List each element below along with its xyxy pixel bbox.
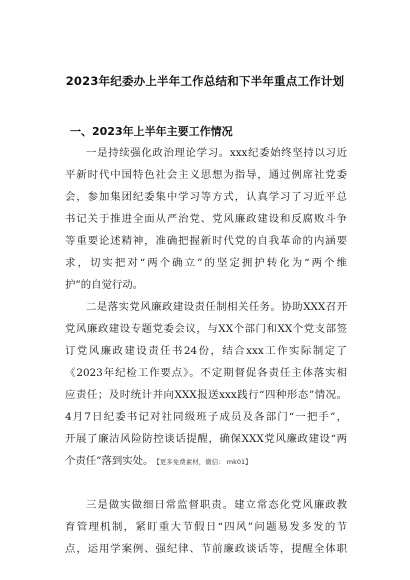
paragraph-line: 党风廉政建设专题党委会议，与XX个部门和XX个党支部签 (65, 323, 347, 335)
document-title: 2023年纪委办上半年工作总结和下半年重点工作计划 (65, 74, 345, 88)
paragraph-line: 4月7日纪委书记对社同级班子成员及各部门“一把手”， (65, 411, 347, 423)
paragraph-line: 一是持续强化政治理论学习。xxx纪委始终坚持以习近 (86, 147, 347, 159)
paragraph-line: 书记关于推进全面从严治党、党风廉政建设和反腐败斗争 (65, 213, 347, 225)
paragraph-responsibility (65, 296, 347, 472)
paragraph-line: 求，切实把对“两个确立”的坚定拥护转化为“两个维 (65, 257, 347, 269)
paragraph-line (65, 450, 347, 472)
section-heading: 一、2023年上半年主要工作情况 (70, 125, 233, 138)
paragraph-line: 应责任；及时统计并向XXX报送xxx践行“四种形态”情况。 (65, 389, 347, 401)
paragraph-daily-supervision (65, 494, 347, 560)
paragraph-line: 二是落实党风廉政建设责任制相关任务。协助XXX召开 (86, 301, 347, 313)
paragraph-line: 会，参加集团纪委集中学习等方式，认真学习了习近平总 (65, 191, 347, 203)
paragraph-line-text: 个责任”落到实处。 (65, 455, 154, 467)
paragraph-line: 等重要论述精神，准确把握新时代党的自我革命的内涵要 (65, 235, 347, 247)
paragraph-line: 《2023年纪检工作要点》。不定期督促各责任主体落实相 (65, 367, 347, 379)
promo-note: 【更多免费素材，微信： mk01】 (156, 458, 252, 466)
paragraph-line: 开展了廉洁风险防控谈话提醒，确保XXX党风廉政建设“两 (65, 433, 347, 445)
paragraph-line: 育管理机制，紧盯重大节假日“四风”问题易发多发的节 (65, 521, 347, 533)
paragraph-political-study (65, 142, 347, 296)
paragraph-line: 护”的自觉行动。 (65, 279, 144, 291)
paragraph-line: 订党风廉政建设责任书24份，结合xxx工作实际制定了 (65, 345, 347, 357)
paragraph-line: 三是做实做细日常监督职责。建立常态化党风廉政教 (86, 499, 347, 511)
paragraph-line: 点，运用学案例、强纪律、节前廉政谈话等，提醒全体职 (65, 543, 347, 555)
paragraph-line: 平新时代中国特色社会主义思想为指导，通过例席社党委 (65, 169, 347, 181)
